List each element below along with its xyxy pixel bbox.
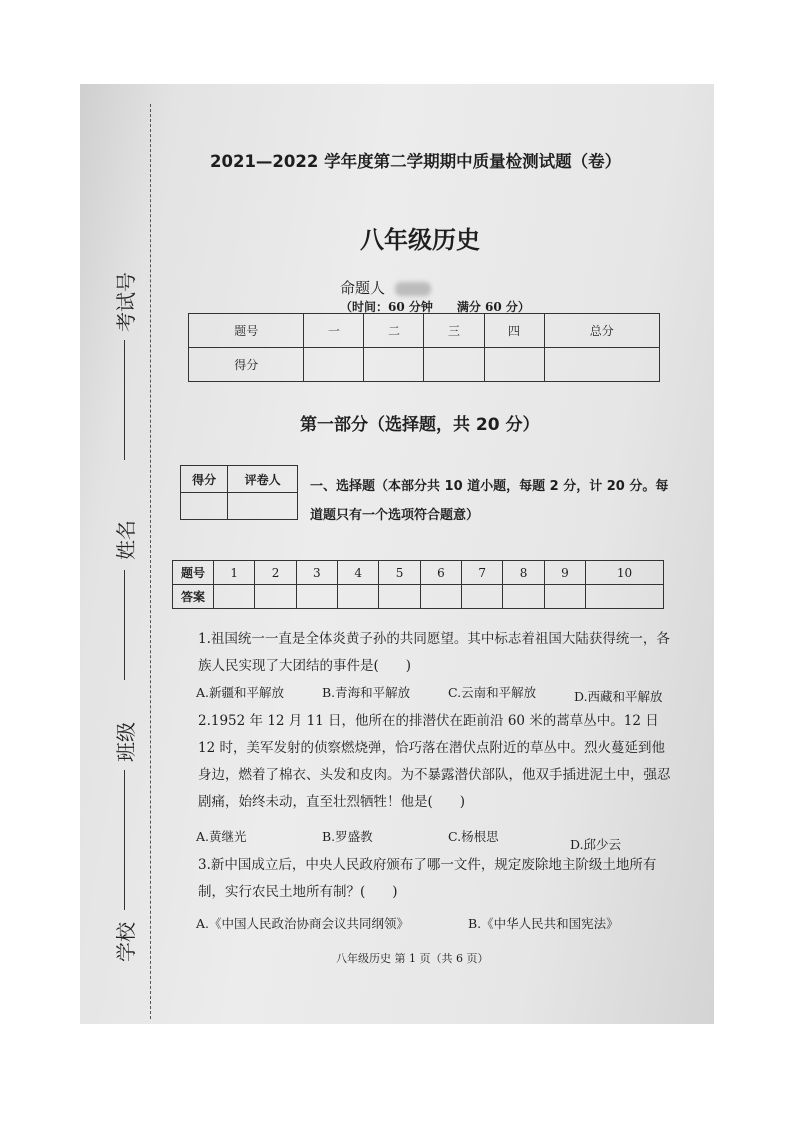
option-d[interactable]: D.西藏和平解放 <box>574 689 663 704</box>
score-table <box>188 313 660 382</box>
score-cell[interactable] <box>364 348 424 382</box>
answer-cell[interactable] <box>379 585 420 609</box>
answer-fill-row <box>173 585 664 609</box>
answer-number: 6 <box>420 561 461 585</box>
name-label: 姓名 <box>114 520 138 560</box>
name-blank <box>124 570 125 680</box>
class-label: 班级 <box>114 722 138 762</box>
grader-name-cell[interactable] <box>228 493 298 520</box>
author-label: 命题人 <box>340 279 386 297</box>
answer-row2-label: 答案 <box>173 585 214 609</box>
answer-cell[interactable] <box>586 585 664 609</box>
answer-number: 9 <box>544 561 585 585</box>
binding-dashed-line <box>150 104 151 1019</box>
answer-number: 8 <box>503 561 544 585</box>
score-table-score-row <box>189 348 660 382</box>
score-cell[interactable] <box>424 348 484 382</box>
option-a[interactable]: A.新疆和平解放 <box>196 685 285 700</box>
question-3 <box>176 852 672 906</box>
question-1 <box>176 626 672 680</box>
score-cell[interactable] <box>484 348 544 382</box>
redacted-name <box>395 282 431 296</box>
question-1-text: 1.祖国统一一直是全体炎黄子孙的共同愿望。其中标志着祖国大陆获得统一，各族人民实现了大团结的事件是( ) <box>198 631 670 674</box>
part1-title: 第一部分（选择题，共 20 分） <box>300 415 540 435</box>
exam-title: 2021—2022 学年度第二学期期中质量检测试题（卷） <box>210 152 622 171</box>
answer-number: 3 <box>296 561 337 585</box>
page-footer: 八年级历史 第 1 页（共 6 页） <box>336 952 489 965</box>
score-cell[interactable] <box>304 348 364 382</box>
answer-cell[interactable] <box>214 585 255 609</box>
answer-cell[interactable] <box>255 585 296 609</box>
class-blank <box>124 770 125 910</box>
score-table-header-row <box>189 314 660 348</box>
score-header-cell: 三 <box>424 314 484 348</box>
time-and-score: （时间：60 分钟 满分 60 分） <box>340 300 530 314</box>
answer-number: 4 <box>338 561 379 585</box>
question-3-text: 3.新中国成立后，中央人民政府颁布了哪一文件，规定废除地主阶级土地所有制，实行农民土地所有制？( ) <box>198 857 657 900</box>
score-row-label: 得分 <box>189 348 304 382</box>
score-cell[interactable] <box>544 348 659 382</box>
answer-cell[interactable] <box>420 585 461 609</box>
subject-title: 八年级历史 <box>360 226 480 254</box>
answer-number: 1 <box>214 561 255 585</box>
author-line <box>340 277 431 298</box>
answer-cell[interactable] <box>503 585 544 609</box>
score-header-cell: 四 <box>484 314 544 348</box>
answer-table <box>172 560 664 609</box>
exam-no-label: 考试号 <box>114 272 138 332</box>
answer-cell[interactable] <box>296 585 337 609</box>
option-c[interactable]: C.云南和平解放 <box>448 685 537 700</box>
answer-cell[interactable] <box>462 585 503 609</box>
grader-table <box>180 465 298 520</box>
score-header-cell: 二 <box>364 314 424 348</box>
section-intro: 一、选择题（本部分共 10 道小题，每题 2 分，计 20 分。每道题只有一个选项符合题意） <box>310 479 669 523</box>
exam-no-blank <box>124 340 125 460</box>
grader-name-header: 评卷人 <box>228 466 298 493</box>
score-header-cell: 一 <box>304 314 364 348</box>
grader-score-header: 得分 <box>181 466 228 493</box>
answer-number: 7 <box>462 561 503 585</box>
option-b[interactable]: B.罗盛教 <box>322 829 373 844</box>
grader-score-cell[interactable] <box>181 493 228 520</box>
question-2-text: 2.1952 年 12 月 11 日，他所在的排潜伏在距前沿 60 米的蒿草丛中。12 日 12 时，美军发射的侦察燃烧弹，恰巧落在潜伏点附近的草丛中。烈火蔓延到他身边，燃着了棉衣、头发和皮肉。为不暴露潜伏部队，他双手插进泥土中，强忍剧痛，始终未动，直至壮烈牺牲！他是( ) <box>198 713 671 810</box>
option-a[interactable]: A.《中国人民政治协商会议共同纲领》 <box>196 916 410 931</box>
question-2 <box>176 708 672 816</box>
score-header-cell: 题号 <box>189 314 304 348</box>
answer-number: 5 <box>379 561 420 585</box>
answer-number: 10 <box>586 561 664 585</box>
option-a[interactable]: A.黄继光 <box>196 829 247 844</box>
answer-cell[interactable] <box>338 585 379 609</box>
option-b[interactable]: B.《中华人民共和国宪法》 <box>468 916 619 931</box>
answer-row1-label: 题号 <box>173 561 214 585</box>
answer-number: 2 <box>255 561 296 585</box>
answer-cell[interactable] <box>544 585 585 609</box>
option-b[interactable]: B.青海和平解放 <box>322 685 411 700</box>
score-header-cell: 总分 <box>544 314 659 348</box>
school-label: 学校 <box>114 922 138 962</box>
answer-number-row <box>173 561 664 585</box>
option-c[interactable]: C.杨根思 <box>448 829 499 844</box>
option-d[interactable]: D.邱少云 <box>570 837 622 852</box>
